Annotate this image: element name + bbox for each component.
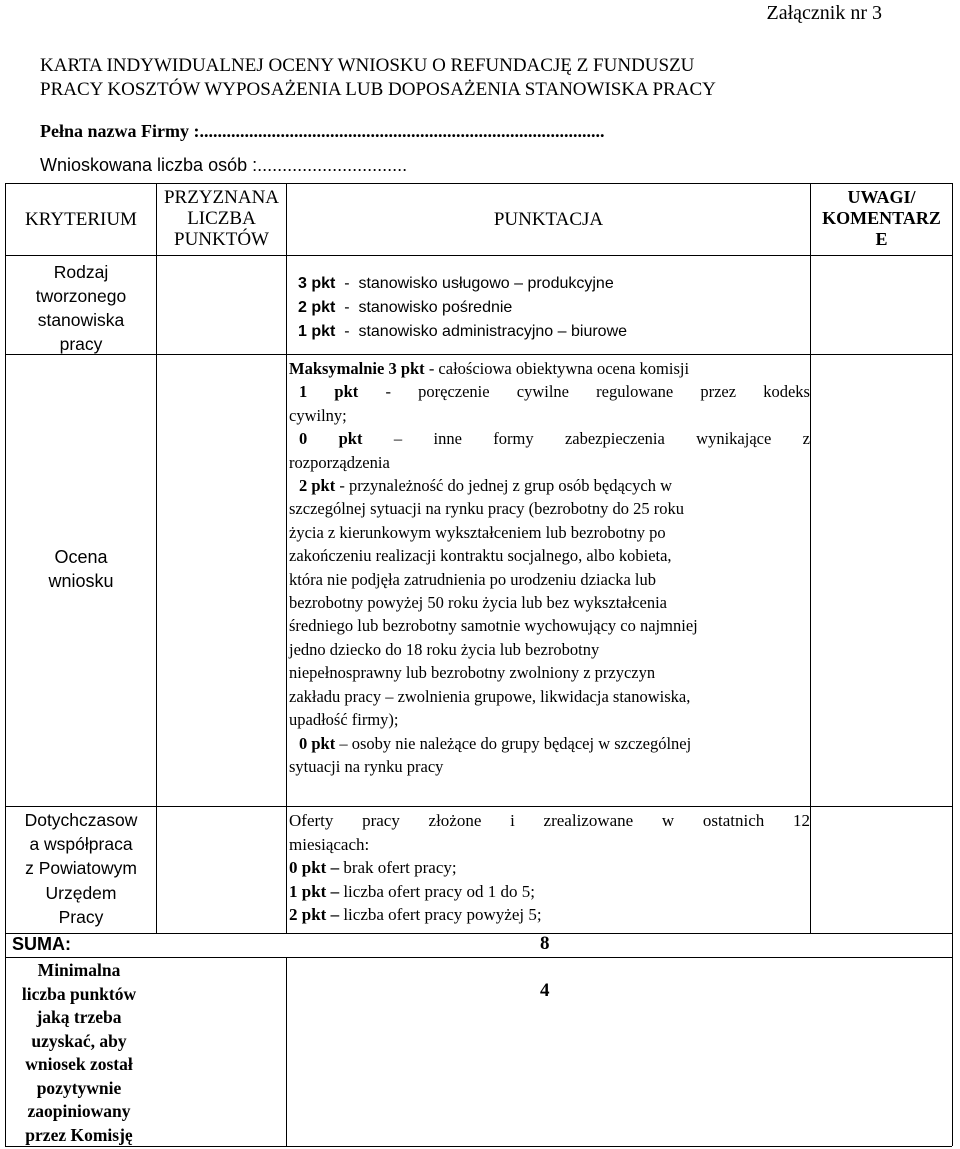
- persons-count-label: Wnioskowana liczba osób :: [40, 155, 258, 175]
- scoring-text: - poręczenie cywilne regulowane przez kodeks: [358, 382, 810, 402]
- criterion-line: stanowiska: [37, 310, 125, 330]
- min-points-line: zaopiniowany: [27, 1101, 131, 1121]
- criterion-line: Rodzaj: [53, 262, 109, 282]
- points-value: 3 pkt: [298, 275, 336, 292]
- header-remarks: [811, 187, 952, 250]
- points-value: 1 pkt: [299, 382, 359, 402]
- scoring-line: życia z kierunkowym wykształceniem lub bezrobotny po: [289, 522, 666, 542]
- header-line: PRZYZNANA: [163, 187, 280, 208]
- criterion-application-assessment: [6, 545, 156, 593]
- scoring-line: średniego lub bezrobotny samotnie wychowujący co najmniej: [289, 616, 698, 636]
- scoring-text: – osoby nie należące do grupy będącej w szczególnej: [335, 733, 692, 753]
- scoring-text: - stanowisko administracyjno – biurowe: [335, 323, 628, 340]
- persons-count-field: [40, 155, 407, 176]
- header-criterion: KRYTERIUM: [25, 209, 137, 230]
- scoring-item: [298, 272, 627, 296]
- header-awarded-points: [157, 187, 286, 250]
- criterion-line: wniosku: [48, 571, 114, 591]
- grid-line: [952, 183, 953, 1146]
- scoring-text: - stanowisko pośrednie: [335, 299, 513, 316]
- grid-line: [5, 933, 952, 934]
- scoring-line: upadłość firmy);: [289, 710, 399, 730]
- header-line: PUNKTÓW: [174, 229, 269, 250]
- points-value: 1 pkt: [298, 323, 336, 340]
- scoring-line: jedno dziecko do 18 roku życia lub bezrobotny: [289, 639, 600, 659]
- grid-line: [5, 806, 952, 807]
- firm-name-dots: ..........................................................................................: [199, 121, 605, 141]
- firm-name-field: [40, 121, 604, 142]
- scoring-line: cywilny;: [289, 405, 347, 425]
- points-value: 2 pkt: [299, 476, 336, 496]
- scoring-line: zakładu pracy – zwolnienia grupowe, likwidacja stanowiska,: [289, 686, 691, 706]
- scoring-item: [298, 320, 627, 344]
- points-value: 0 pkt: [299, 429, 363, 449]
- min-points-line: Minimalna: [37, 960, 121, 980]
- criterion-line: pracy: [59, 334, 103, 354]
- grid-line: [810, 183, 811, 933]
- min-points-value: 4: [540, 980, 550, 1001]
- header-scoring: PUNKTACJA: [493, 209, 604, 230]
- scoring-line: zakończeniu realizacji kontraktu socjalnego, albo kobieta,: [289, 546, 672, 566]
- scoring-line: Oferty pracy złożone i zrealizowane w ostatnich 12: [289, 811, 810, 830]
- points-value: 2 pkt –: [289, 905, 340, 924]
- application-assessment-scoring: [289, 357, 810, 778]
- title-line: PRACY KOSZTÓW WYPOSAŻENIA LUB DOPOSAŻENIA STANOWISKA PRACY: [40, 79, 716, 100]
- scoring-line: [289, 357, 810, 380]
- points-value: Maksymalnie 3 pkt: [289, 359, 425, 378]
- scoring-line: [289, 903, 810, 927]
- cooperation-scoring: [289, 809, 810, 927]
- scoring-text: brak ofert pracy;: [339, 858, 457, 877]
- points-value: 0 pkt –: [289, 858, 340, 877]
- scoring-text: - stanowisko usługowo – produkcyjne: [335, 275, 614, 292]
- grid-line: [5, 183, 952, 184]
- header-line: LICZBA: [187, 208, 256, 229]
- criterion-line: Pracy: [58, 906, 104, 927]
- criterion-cooperation-history: [6, 808, 156, 929]
- title-line: KARTA INDYWIDUALNEJ OCENY WNIOSKU O REFUNDACJĘ Z FUNDUSZU: [40, 55, 695, 76]
- min-points-line: pozytywnie: [36, 1077, 122, 1098]
- header-line: E: [875, 229, 888, 249]
- scoring-line: miesiącach:: [289, 834, 370, 854]
- scoring-line: niepełnosprawny lub bezrobotny zwolniony z przyczyn: [289, 663, 656, 683]
- criterion-line: a współpraca: [29, 834, 133, 855]
- min-points-line: uzyskać, aby: [31, 1030, 127, 1051]
- criterion-line: Ocena: [54, 547, 108, 567]
- scoring-line: [289, 880, 810, 904]
- firm-name-label: Pełna nazwa Firmy :: [40, 121, 200, 141]
- sum-value: 8: [540, 933, 550, 954]
- criterion-line: z Powiatowym: [25, 858, 137, 879]
- position-type-scoring: [298, 272, 627, 344]
- grid-line: [5, 255, 952, 256]
- criterion-position-type: [6, 260, 156, 356]
- min-points-label: [6, 959, 152, 1147]
- criterion-line: Urzędem: [45, 882, 117, 903]
- scoring-line: bezrobotny powyżej 50 roku życia lub bez wykształcenia: [289, 593, 667, 613]
- header-line: UWAGI/: [847, 187, 916, 207]
- min-points-line: przez Komisję: [25, 1124, 133, 1145]
- grid-line: [286, 183, 287, 933]
- sum-label: SUMA:: [12, 934, 71, 954]
- scoring-item: [298, 296, 627, 320]
- scoring-line: rozporządzenia: [289, 452, 390, 472]
- criterion-line: tworzonego: [35, 286, 127, 306]
- scoring-line: która nie podjęła zatrudnienia po urodzeniu dziacka lub: [289, 569, 656, 589]
- persons-count-dots: ..............................: [257, 155, 408, 175]
- min-points-line: jaką trzeba: [36, 1007, 122, 1027]
- scoring-line: sytuacji na rynku pracy: [289, 756, 444, 776]
- scoring-line: [289, 856, 810, 880]
- header-line: KOMENTARZ: [822, 208, 941, 228]
- scoring-text: - całościowa obiektywna ocena komisji: [424, 359, 690, 378]
- attachment-number: Załącznik nr 3: [766, 2, 882, 24]
- scoring-line: [289, 380, 810, 403]
- scoring-text: - przynależność do jednej z grup osób będących w: [335, 476, 672, 496]
- scoring-line: szczególnej sytuacji na rynku pracy (bezrobotny do 25 roku: [289, 499, 684, 519]
- points-value: 2 pkt: [298, 299, 336, 316]
- scoring-text: liczba ofert pracy powyżej 5;: [339, 905, 542, 924]
- points-value: 1 pkt –: [289, 881, 340, 901]
- grid-line: [5, 957, 952, 958]
- points-value: 0 pkt: [299, 733, 336, 753]
- scoring-text: – inne formy zabezpieczenia wynikające z: [362, 429, 810, 449]
- min-points-line: liczba punktów: [21, 983, 137, 1004]
- scoring-line: [289, 427, 810, 450]
- criterion-line: Dotychczasow: [24, 810, 138, 830]
- min-points-line: wniosek został: [25, 1054, 133, 1074]
- form-title: [40, 54, 920, 102]
- scoring-line: [289, 732, 810, 755]
- grid-line: [156, 183, 157, 933]
- scoring-text: liczba ofert pracy od 1 do 5;: [339, 881, 535, 901]
- grid-line: [286, 957, 287, 1146]
- scoring-line: [289, 474, 810, 497]
